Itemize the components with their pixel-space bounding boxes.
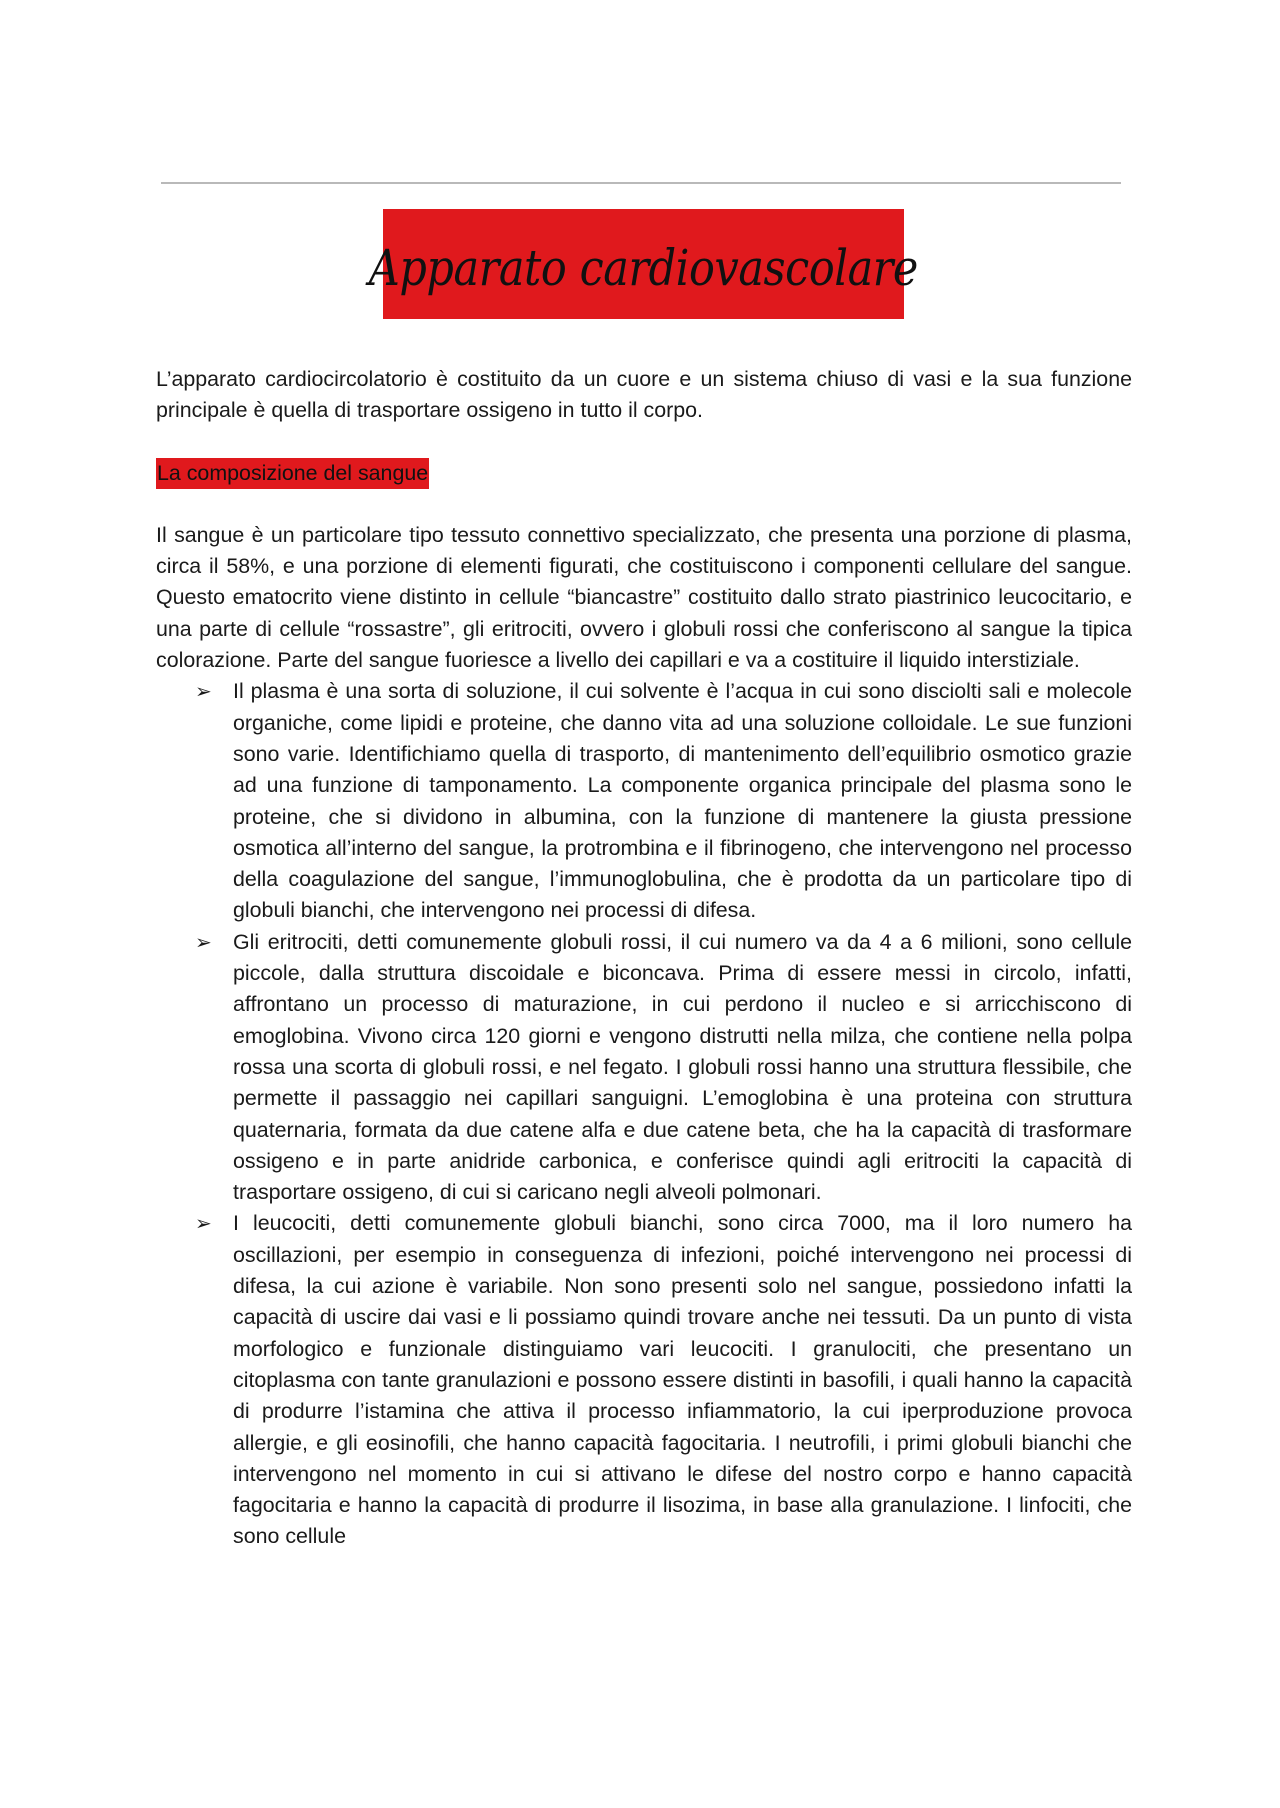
- section-heading-row: [156, 458, 1132, 489]
- bullet-text: Il plasma è una sorta di soluzione, il cui solvente è l’acqua in cui sono disciolti sali e molecole organiche, come lipidi e proteine, che danno vita ad una soluzione colloidale. Le sue funzioni sono varie. Identifichiamo quella di trasporto, di mantenimento dell’equilibrio osmotico grazie ad una funzione di tamponamento. La componente organica principale del plasma sono le proteine, che si dividono in albumina, con la funzione di mantenere la giusta pressione osmotica all’interno del sangue, la protrombina e il fibrinogeno, che intervengono nel processo della coagulazione del sangue, l’immunoglobulina, che è prodotta da un particolare tipo di globuli bianchi, che intervengono nei processi di difesa.: [233, 679, 1132, 923]
- bullet-item-leucociti: [156, 1208, 1132, 1552]
- arrowhead-bullet-icon: ➢: [195, 679, 212, 704]
- bullet-list: [156, 676, 1132, 1552]
- horizontal-rule: [161, 182, 1121, 184]
- bullet-text: Gli eritrociti, detti comunemente globuli rossi, il cui numero va da 4 a 6 milioni, sono cellule piccole, dalla struttura discoidale e biconcava. Prima di essere messi in circolo, infatti, affrontano un processo di maturazione, in cui perdono il nucleo e si arricchiscono di emoglobina. Vivono circa 120 giorni e vengono distrutti nella milza, che contiene nella polpa rossa una scorta di globuli rossi, e nel fegato. I globuli rossi hanno una struttura flessibile, che permette il passaggio nei capillari sanguigni. L’emoglobina è una proteina con struttura quaternaria, formata da due catene alfa e due catene beta, che ha la capacità di trasformare ossigeno e in parte anidride carbonica, e conferisce quindi agli eritrociti la capacità di trasportare ossigeno, di cui si caricano negli alveoli polmonari.: [233, 929, 1132, 1205]
- page-title: Apparato cardiovascolare: [368, 239, 919, 297]
- title-banner: [368, 209, 919, 319]
- section-paragraph: Il sangue è un particolare tipo tessuto connettivo specializzato, che presenta una porzione di plasma, circa il 58%, e una porzione di elementi figurati, che costituiscono i componenti cellulare del sangue. Questo ematocrito viene distinto in cellule “biancastre” costituito dallo strato piastrinico leucocitario, e una parte di cellule “rossastre”, gli eritrociti, ovvero i globuli rossi che conferiscono al sangue la tipica colorazione. Parte del sangue fuoriesce a livello dei capillari e va a costituire il liquido interstiziale.: [156, 522, 1132, 673]
- document-body: [156, 364, 1132, 1553]
- section-heading: La composizione del sangue: [156, 458, 429, 489]
- intro-paragraph: L’apparato cardiocircolatorio è costituito da un cuore e un sistema chiuso di vasi e la sua funzione principale è quella di trasportare ossigeno in tutto il corpo.: [156, 367, 1132, 423]
- arrowhead-bullet-icon: ➢: [195, 929, 212, 954]
- bullet-item-eritrociti: [156, 927, 1132, 1209]
- arrowhead-bullet-icon: ➢: [195, 1211, 212, 1236]
- bullet-text: I leucociti, detti comunemente globuli bianchi, sono circa 7000, ma il loro numero ha oscillazioni, per esempio in conseguenza di infezioni, poiché intervengono nei processi di difesa, la cui azione è variabile. Non sono presenti solo nel sangue, possiedono infatti la capacità di uscire dai vasi e li possiamo quindi trovare anche nei tessuti. Da un punto di vista morfologico e funzionale distinguiamo vari leucociti. I granulociti, che presentano un citoplasma con tante granulazioni e possono essere distinti in basofili, i quali hanno la capacità di produrre l’istamina che attiva il processo infiammatorio, la cui iperproduzione provoca allergie, e gli eosinofili, che hanno capacità fagocitaria. I neutrofili, i primi globuli bianchi che intervengono nel momento in cui si attivano le difese del nostro corpo e hanno capacità fagocitaria e hanno la capacità di produrre il lisozima, in base alla granulazione. I linfociti, che sono cellule: [233, 1211, 1132, 1549]
- bullet-item-plasma: [156, 676, 1132, 926]
